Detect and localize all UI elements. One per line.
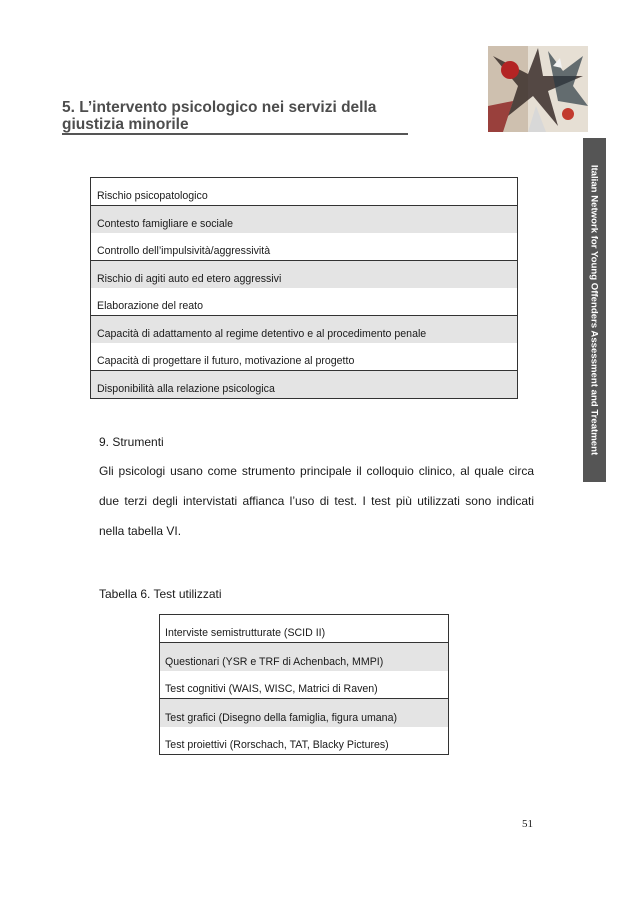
table-row bbox=[160, 643, 449, 671]
chapter-title bbox=[62, 99, 376, 133]
table-cell: Test grafici (Disegno della famiglia, figura umana) bbox=[160, 699, 449, 727]
body-paragraph: Gli psicologi usano come strumento principale il colloquio clinico, al quale circa due terzi degli intervistati affianca l’uso di test. I test più utilizzati sono indicati nella tabella VI. bbox=[99, 464, 534, 538]
table-cell: Capacità di progettare il futuro, motivazione al progetto bbox=[91, 343, 518, 371]
page-number: 51 bbox=[522, 818, 533, 830]
table-row bbox=[160, 671, 449, 699]
table-row bbox=[91, 315, 518, 343]
assessment-areas-table bbox=[90, 177, 518, 399]
table-row bbox=[91, 233, 518, 261]
chapter-title-line-1: 5. L’intervento psicologico nei servizi della bbox=[62, 99, 377, 116]
table-row bbox=[160, 615, 449, 643]
table-row bbox=[91, 205, 518, 233]
table-row bbox=[91, 260, 518, 288]
table-row bbox=[91, 371, 518, 399]
table-row bbox=[160, 727, 449, 755]
table-cell: Test cognitivi (WAIS, WISC, Matrici di Raven) bbox=[160, 671, 449, 699]
table-cell: Elaborazione del reato bbox=[91, 288, 518, 316]
section-heading: 9. Strumenti bbox=[99, 435, 164, 449]
table-row bbox=[160, 699, 449, 727]
table-row bbox=[91, 178, 518, 206]
header-rule bbox=[62, 133, 408, 135]
table-cell: Capacità di adattamento al regime detentivo e al procedimento penale bbox=[91, 315, 518, 343]
tests-table bbox=[159, 614, 449, 755]
table-cell: Rischio di agiti auto ed etero aggressivi bbox=[91, 260, 518, 288]
network-logo bbox=[488, 46, 588, 132]
table-cell: Controllo dell’impulsività/aggressività bbox=[91, 233, 518, 261]
table-caption: Tabella 6. Test utilizzati bbox=[99, 587, 222, 601]
chapter-title-line-2: giustizia minorile bbox=[62, 116, 189, 133]
table-cell: Contesto famigliare e sociale bbox=[91, 205, 518, 233]
network-logo-icon bbox=[488, 46, 588, 132]
table-cell: Test proiettivi (Rorschach, TAT, Blacky Pictures) bbox=[160, 727, 449, 755]
table-cell: Rischio psicopatologico bbox=[91, 178, 518, 206]
table-cell: Disponibilità alla relazione psicologica bbox=[91, 371, 518, 399]
table-row bbox=[91, 288, 518, 316]
table-cell: Interviste semistrutturate (SCID II) bbox=[160, 615, 449, 643]
table-row bbox=[91, 343, 518, 371]
table-cell: Questionari (YSR e TRF di Achenbach, MMPI) bbox=[160, 643, 449, 671]
network-vertical-label: Italian Network for Young Offenders Assessment and Treatment bbox=[588, 164, 600, 456]
